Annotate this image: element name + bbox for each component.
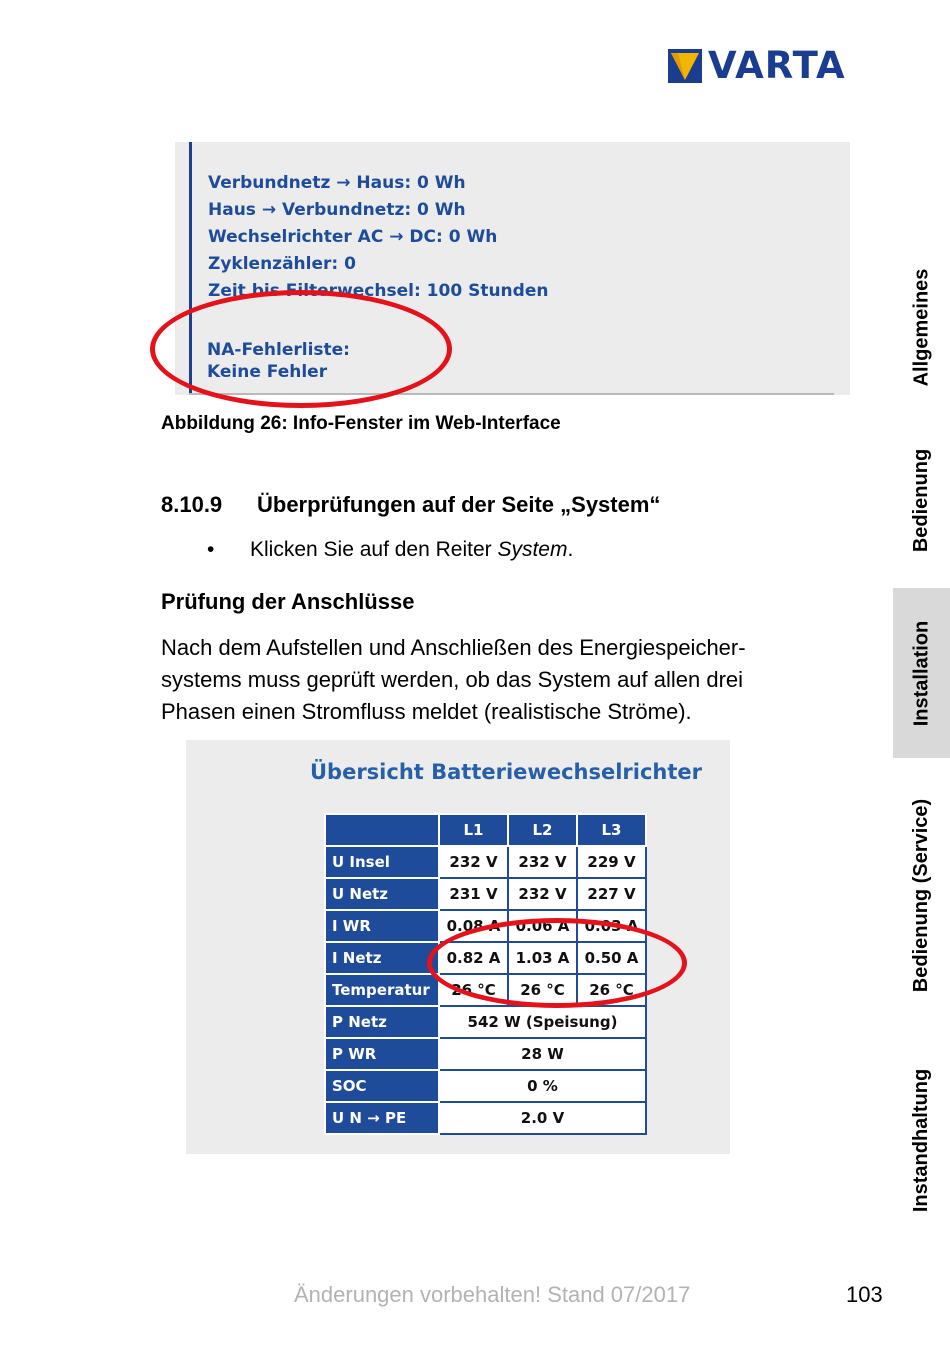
- column-header: L1: [439, 814, 508, 846]
- tab-bedienung-service[interactable]: [893, 770, 950, 1020]
- row-label: U Insel: [325, 846, 439, 878]
- cell-value: 227 V: [577, 878, 646, 910]
- cell-value: 26 °C: [508, 974, 577, 1006]
- column-header: L2: [508, 814, 577, 846]
- cell-value: 0.03 A: [577, 910, 646, 942]
- tab-bedienung[interactable]: [893, 425, 950, 575]
- tab-allgemeines[interactable]: [893, 245, 950, 410]
- cell-value: 232 V: [508, 846, 577, 878]
- cell-value: 542 W (Speisung): [439, 1006, 646, 1038]
- paragraph-line: Nach dem Aufstellen und Anschließen des Energiespeicher-: [161, 635, 746, 660]
- info-line: Wechselrichter AC → DC: 0 Wh: [208, 227, 498, 247]
- cell-value: 28 W: [439, 1038, 646, 1070]
- cell-value: 2.0 V: [439, 1102, 646, 1134]
- row-label: I WR: [325, 910, 439, 942]
- chapter-tabs: [893, 0, 950, 1347]
- table-row: [325, 1038, 646, 1070]
- cell-value: 232 V: [508, 878, 577, 910]
- cell-value: 0.82 A: [439, 942, 508, 974]
- row-label: I Netz: [325, 942, 439, 974]
- cell-value: 1.03 A: [508, 942, 577, 974]
- paragraph-line: Phasen einen Stromfluss meldet (realistische Ströme).: [161, 699, 692, 724]
- tab-label: Allgemeines: [910, 268, 933, 387]
- figure-caption: Abbildung 26: Info-Fenster im Web-Interface: [161, 413, 561, 434]
- cell-value: 26 °C: [577, 974, 646, 1006]
- tab-installation[interactable]: [893, 588, 950, 758]
- bullet-text: [250, 538, 573, 562]
- cell-value: 26 °C: [439, 974, 508, 1006]
- section-title: Überprüfungen auf der Seite „System“: [257, 492, 661, 517]
- cell-value: 229 V: [577, 846, 646, 878]
- bullet-marker: •: [207, 538, 215, 561]
- subheading: Prüfung der Anschlüsse: [161, 589, 415, 614]
- varta-v-icon: [668, 49, 702, 83]
- inverter-overview-title: Übersicht Batteriewechselrichter: [310, 760, 702, 784]
- bullet-text-main: Klicken Sie auf den Reiter: [250, 538, 498, 561]
- cell-value: 0.50 A: [577, 942, 646, 974]
- table-row: [325, 1102, 646, 1134]
- cell-value: 232 V: [439, 846, 508, 878]
- info-line: Zyklenzähler: 0: [208, 254, 356, 274]
- info-lines: [208, 170, 548, 305]
- row-label: P Netz: [325, 1006, 439, 1038]
- bullet-text-italic: System: [497, 538, 568, 561]
- logo-text: VARTA: [708, 44, 846, 87]
- tab-label: Instandhaltung: [910, 1068, 933, 1212]
- footer-note: Änderungen vorbehalten! Stand 07/2017: [294, 1282, 691, 1307]
- cell-value: 0 %: [439, 1070, 646, 1102]
- highlight-circle: [427, 918, 687, 1008]
- na-error-value: Keine Fehler: [207, 362, 328, 382]
- row-label: Temperatur: [325, 974, 439, 1006]
- cell-value: 0.08 A: [439, 910, 508, 942]
- row-label: U Netz: [325, 878, 439, 910]
- paragraph-line: systems muss geprüft werden, ob das System auf allen drei: [161, 667, 744, 692]
- tab-label: Installation: [910, 620, 933, 726]
- tab-instandhaltung[interactable]: [893, 1040, 950, 1240]
- highlight-circle: [150, 290, 452, 408]
- info-line: Zeit bis Filterwechsel: 100 Stunden: [208, 281, 549, 301]
- row-label: SOC: [325, 1070, 439, 1102]
- page-number: 103: [846, 1282, 883, 1307]
- tab-label: Bedienung (Service): [910, 798, 933, 992]
- paragraph: [161, 632, 801, 728]
- section-number: 8.10.9: [161, 492, 223, 517]
- row-label: U N → PE: [325, 1102, 439, 1134]
- cell-value: 0.06 A: [508, 910, 577, 942]
- column-header: L3: [577, 814, 646, 846]
- row-label: P WR: [325, 1038, 439, 1070]
- table-row: [325, 878, 646, 910]
- cell-value: 231 V: [439, 878, 508, 910]
- table-row: [325, 1006, 646, 1038]
- table-row: [325, 846, 646, 878]
- bullet-text-end: .: [567, 538, 574, 561]
- info-line: Haus → Verbundnetz: 0 Wh: [208, 200, 466, 220]
- table-corner: [325, 814, 439, 846]
- varta-logo: [668, 44, 846, 87]
- na-error-title: NA-Fehlerliste:: [207, 340, 350, 360]
- table-header-row: [325, 814, 646, 846]
- table-row: [325, 1070, 646, 1102]
- tab-label: Bedienung: [910, 448, 932, 552]
- info-line: Verbundnetz → Haus: 0 Wh: [208, 173, 466, 193]
